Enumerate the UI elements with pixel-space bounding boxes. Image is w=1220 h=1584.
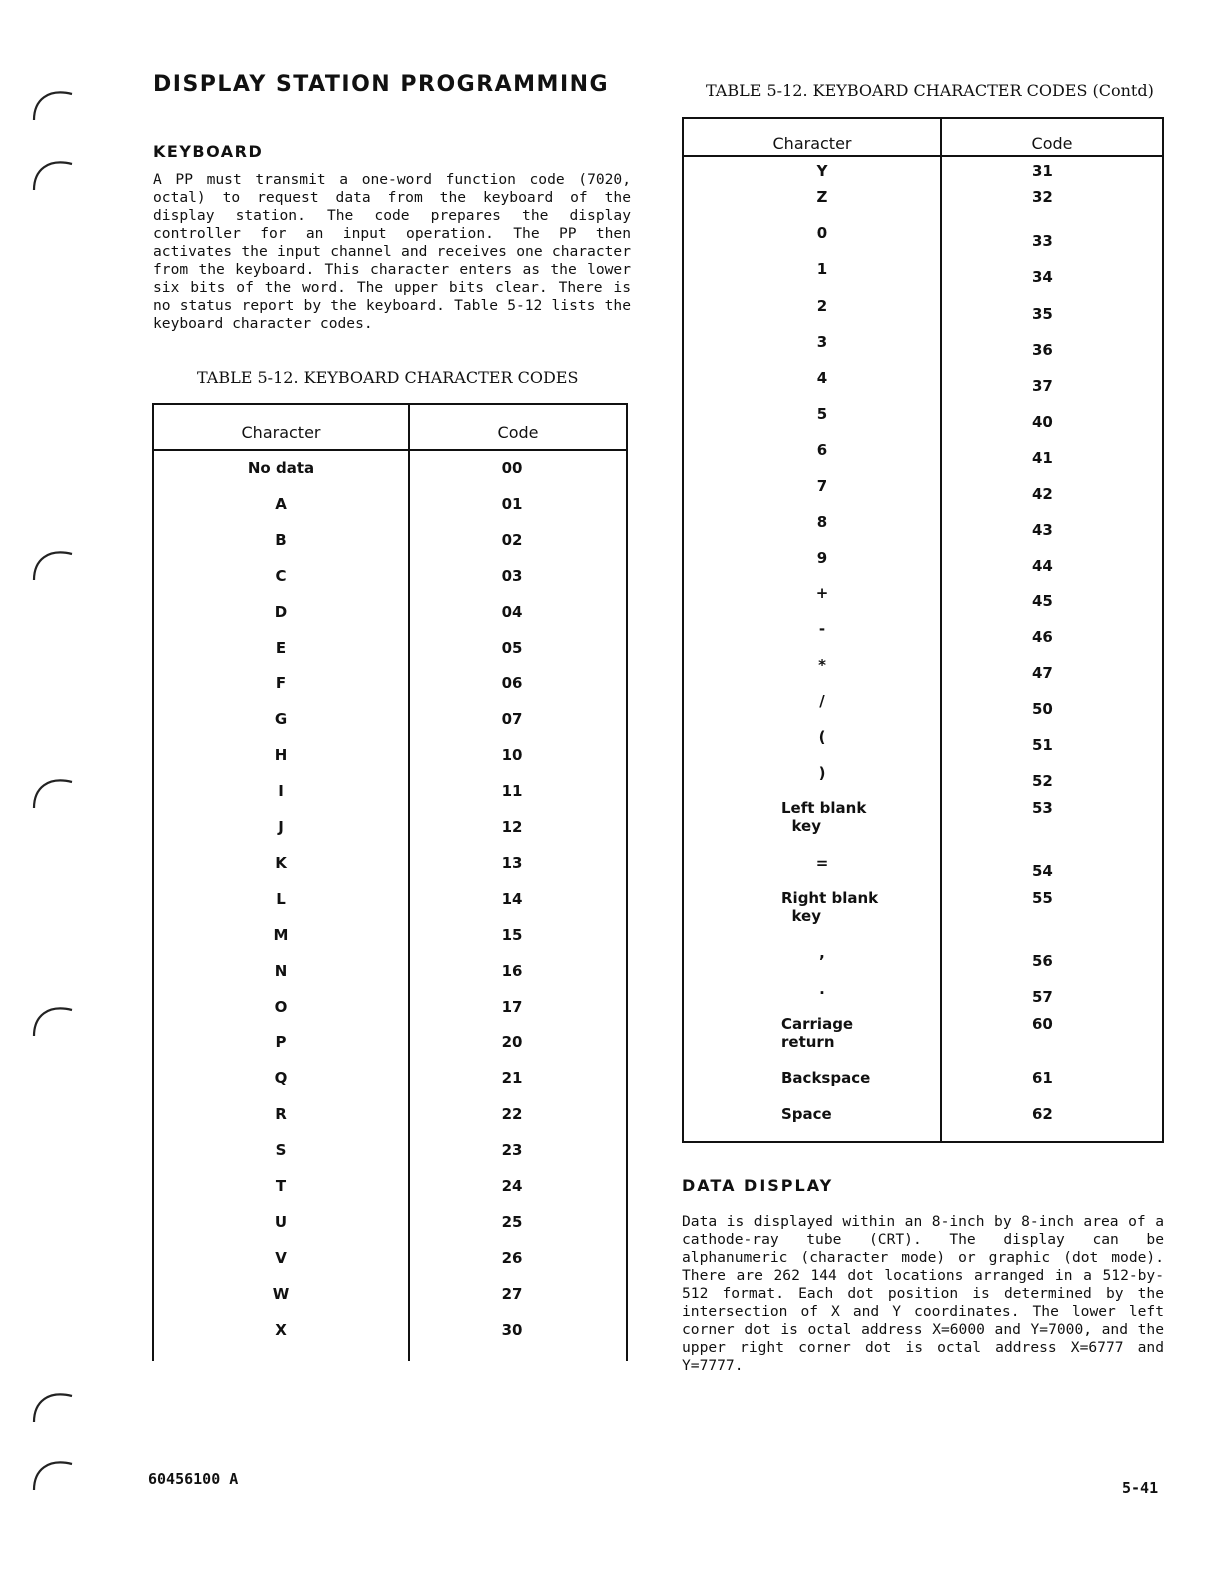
cell-character: 5 <box>816 405 828 423</box>
cell-code: 13 <box>501 853 523 872</box>
cell-character: K <box>275 853 287 872</box>
cell-character: Z <box>816 188 828 206</box>
cell-character: M <box>273 925 289 944</box>
cell-code: 26 <box>501 1248 523 1267</box>
cell-code: 25 <box>501 1212 523 1231</box>
cell-code: 12 <box>501 818 523 836</box>
cell-code: 21 <box>501 1069 523 1088</box>
cell-character: G <box>274 710 288 729</box>
cell-character: 1 <box>816 260 828 278</box>
cell-character: 6 <box>816 441 828 459</box>
cell-character: P <box>275 1033 287 1052</box>
cell-code: 40 <box>1032 413 1053 431</box>
cell-character: = <box>815 854 829 872</box>
punch-hole-mark <box>30 1382 74 1426</box>
cell-character: I <box>278 782 284 801</box>
cell-character: D <box>274 602 288 621</box>
cell-character: 9 <box>816 549 828 567</box>
cell-character: ( <box>818 728 826 746</box>
punch-hole-mark <box>30 540 74 584</box>
cell-character: 0 <box>816 224 828 242</box>
cell-code: 01 <box>501 494 523 513</box>
cell-character: + <box>815 584 829 602</box>
cell-code: 52 <box>1032 772 1053 790</box>
page-number: 5-41 <box>1122 1479 1159 1497</box>
cell-character: 8 <box>816 513 828 531</box>
cell-code: 30 <box>501 1320 523 1339</box>
cell-code: 54 <box>1032 862 1053 880</box>
cell-code: 06 <box>501 674 523 693</box>
cell-character: - <box>818 620 826 638</box>
punch-hole-mark <box>30 1450 74 1494</box>
cell-character: T <box>275 1177 287 1195</box>
cell-character: 2 <box>816 297 828 315</box>
cell-character: O <box>274 997 288 1016</box>
cell-character: L <box>276 889 286 908</box>
cell-code: 05 <box>501 638 523 657</box>
cell-code: 10 <box>501 746 523 765</box>
cell-code: 56 <box>1032 952 1053 970</box>
cell-code: 36 <box>1032 341 1053 359</box>
keyboard-paragraph: A PP must transmit a one-word function code (7020, octal) to request data from the keyboard of the display station. The code prepares the display controller for an input operation. The PP then activates the input channel and receives one character from the keyboard. This character enters as the lower six bits of the word. The upper bits clear. There is no status report by the keyboard. Table 5-12 lists the keyboard character codes. <box>153 171 631 332</box>
cell-code: 03 <box>501 566 523 585</box>
cell-code: 11 <box>501 782 523 801</box>
cell-code: 53 <box>1032 799 1053 817</box>
cell-character: Y <box>816 162 828 180</box>
punch-hole-mark <box>30 768 74 812</box>
data-display-paragraph: Data is displayed within an 8-inch by 8-inch area of a cathode-ray tube (CRT). The display can be alphanumeric (character mode) or graphic (dot mode). There are 262 144 dot locations arranged in a 512-by-512 format. Each dot position is determined by the intersection of X and Y coordinates. The lower left corner dot is octal address X=6000 and Y=7000, and the upper right corner dot is octal address X=6777 and Y=7777. <box>682 1213 1164 1374</box>
cell-code: 47 <box>1032 664 1053 682</box>
cell-character: B <box>275 530 287 549</box>
cell-code: 34 <box>1032 268 1053 286</box>
table1-caption: TABLE 5-12. KEYBOARD CHARACTER CODES <box>197 368 579 387</box>
cell-code: 44 <box>1032 557 1053 575</box>
cell-code: 00 <box>501 459 523 477</box>
keyboard-codes-table-contd <box>682 117 1164 1143</box>
cell-code: 60 <box>1032 1015 1053 1033</box>
cell-code: 04 <box>501 602 523 621</box>
cell-character: H <box>274 746 288 765</box>
cell-character: ) <box>818 764 826 782</box>
cell-character: 3 <box>816 333 828 351</box>
cell-character: A <box>275 494 287 513</box>
cell-code: 16 <box>501 961 523 980</box>
cell-code: 42 <box>1032 485 1053 503</box>
cell-code: 37 <box>1032 377 1053 395</box>
keyboard-heading: KEYBOARD <box>153 142 264 161</box>
cell-character: V <box>275 1248 287 1267</box>
cell-character: Q <box>274 1069 288 1088</box>
cell-character: U <box>274 1212 288 1231</box>
cell-character: Right blank key <box>781 889 879 925</box>
cell-code: 57 <box>1032 988 1053 1006</box>
cell-code: 35 <box>1032 305 1053 323</box>
cell-code: 14 <box>501 889 523 908</box>
cell-code: 27 <box>501 1284 523 1303</box>
cell-code: 51 <box>1032 736 1053 754</box>
cell-code: 31 <box>1032 162 1053 180</box>
cell-character: E <box>275 638 287 657</box>
cell-character: N <box>274 961 288 980</box>
punch-hole-mark <box>30 996 74 1040</box>
cell-code: 24 <box>501 1177 523 1195</box>
cell-code: 62 <box>1032 1105 1053 1123</box>
cell-code: 02 <box>501 530 523 549</box>
cell-character: 4 <box>816 369 828 387</box>
cell-code: 33 <box>1032 232 1053 250</box>
cell-character: / <box>819 692 825 710</box>
cell-character: . <box>819 980 825 998</box>
cell-code: 50 <box>1032 700 1053 718</box>
cell-code: 17 <box>501 997 523 1016</box>
cell-code: 22 <box>501 1105 523 1124</box>
cell-character: C <box>275 566 287 585</box>
cell-character: Backspace <box>781 1069 871 1087</box>
cell-character: , <box>819 944 825 962</box>
cell-character: S <box>275 1141 287 1160</box>
cell-code: 32 <box>1032 188 1053 206</box>
header-character: Character <box>241 423 321 442</box>
cell-character: X <box>275 1320 287 1339</box>
cell-code: 55 <box>1032 889 1053 907</box>
cell-code: 07 <box>501 710 523 729</box>
data-display-heading: DATA DISPLAY <box>682 1176 834 1195</box>
header-code: Code <box>1031 134 1073 153</box>
cell-code: 43 <box>1032 521 1053 539</box>
cell-character: Space <box>781 1105 832 1123</box>
cell-character: 7 <box>816 477 828 495</box>
cell-character: J <box>278 818 284 836</box>
column-divider <box>940 119 942 1141</box>
cell-code: 23 <box>501 1141 523 1160</box>
cell-character: Carriage return <box>781 1015 854 1051</box>
cell-code: 45 <box>1032 592 1053 610</box>
cell-character: Left blank key <box>781 799 867 835</box>
cell-code: 20 <box>501 1033 523 1052</box>
punch-hole-mark <box>30 150 74 194</box>
cell-character: W <box>272 1284 290 1303</box>
cell-code: 61 <box>1032 1069 1053 1087</box>
header-code: Code <box>497 423 539 442</box>
punch-hole-mark <box>30 80 74 124</box>
document-number: 60456100 A <box>148 1470 239 1488</box>
cell-code: 46 <box>1032 628 1053 646</box>
cell-code: 15 <box>501 925 523 944</box>
header-rule <box>154 449 626 451</box>
page-title: DISPLAY STATION PROGRAMMING <box>153 72 610 97</box>
cell-character: F <box>275 674 287 693</box>
table2-caption: TABLE 5-12. KEYBOARD CHARACTER CODES (Contd) <box>706 81 1154 100</box>
header-character: Character <box>772 134 852 153</box>
cell-character: R <box>275 1105 287 1124</box>
header-rule <box>684 155 1162 157</box>
cell-character: No data <box>247 459 315 477</box>
cell-code: 41 <box>1032 449 1053 467</box>
cell-character: * <box>818 656 826 674</box>
keyboard-codes-table <box>152 403 628 1361</box>
